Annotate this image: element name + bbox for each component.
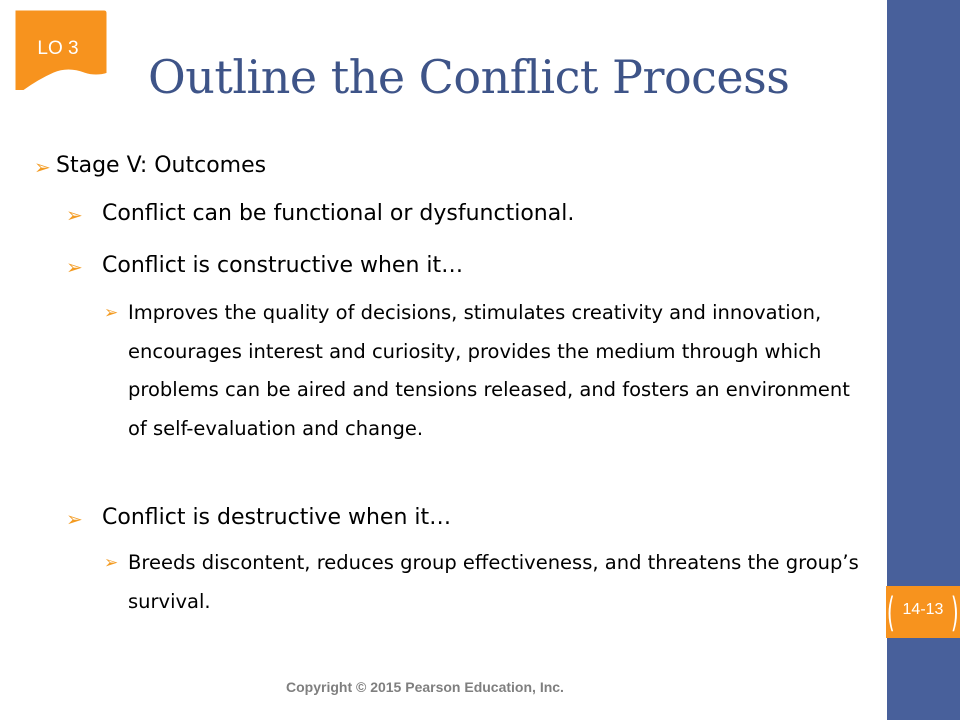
bullet-text: Conflict is constructive when it… [102,253,464,278]
bullet-text: Conflict can be functional or dysfunctional. [102,201,575,226]
bullet-stage [34,150,854,182]
arrow-bullet-icon: ➢ [104,303,119,323]
learning-objective-badge [10,6,110,90]
arrow-bullet-icon: ➢ [34,155,51,179]
bullet-text: Improves the quality of decisions, stimulates creativity and innovation, encourages interest and curiosity, provides the medium through which problems can be aired and tensions released, and fosters an environment of self-evaluation and change. [128,301,850,440]
bullet-text: Breeds discontent, reduces group effectiveness, and threatens the group’s survival. [128,551,859,613]
bullet-functional [66,198,856,230]
page-number: 14-13 [902,601,944,618]
bullet-text: Conflict is destructive when it… [102,505,452,530]
arrow-bullet-icon: ➢ [66,255,83,279]
bullet-constructive-detail [104,294,874,448]
bullet-text: Stage V: Outcomes [56,153,267,178]
arrow-bullet-icon: ➢ [66,507,83,531]
right-bracket-icon: ) [951,590,960,636]
arrow-bullet-icon: ➢ [104,553,119,573]
slide-title: Outline the Conflict Process [148,50,790,104]
bullet-constructive [66,250,856,282]
badge-label: LO 3 [37,38,79,59]
bullet-destructive [66,502,856,534]
copyright-footer: Copyright © 2015 Pearson Education, Inc. [286,679,564,695]
page-number-badge [886,586,960,638]
bullet-destructive-detail [104,544,874,621]
arrow-bullet-icon: ➢ [66,203,83,227]
left-bracket-icon: ( [886,590,895,636]
